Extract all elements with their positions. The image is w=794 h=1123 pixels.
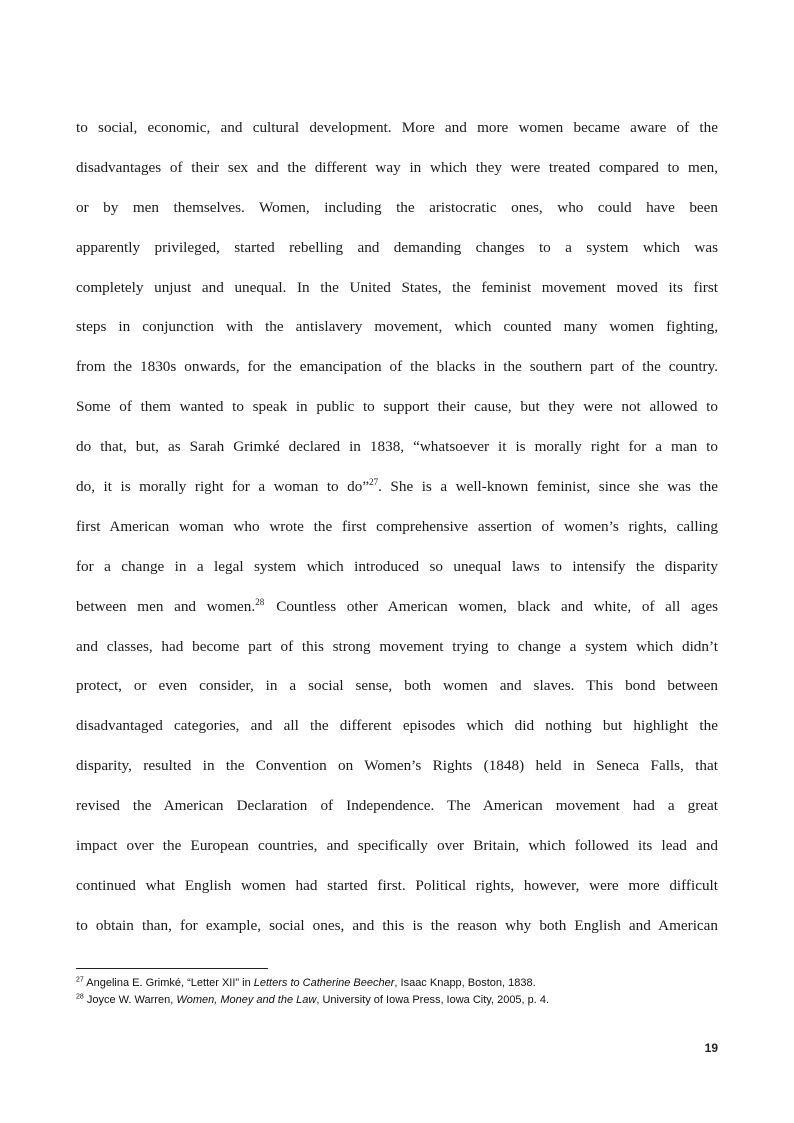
footnote-ref-28[interactable]: 28 (255, 596, 265, 607)
footnote-text: , Isaac Knapp, Boston, 1838. (394, 977, 536, 989)
text-line: steps in conjunction with the antislavery movement, which counted many women fighting, (76, 318, 718, 336)
text-line: disparity, resulted in the Convention on Women’s Rights (1848) held in Seneca Falls, that (76, 757, 718, 775)
text-line: to social, economic, and cultural development. More and more women became aware of the (76, 119, 718, 136)
text-line: disadvantages of their sex and the different way in which they were treated compared to men, (76, 158, 718, 176)
text-line: completely unjust and unequal. In the United States, the feminist movement moved its first (76, 278, 718, 296)
text-line: revised the American Declaration of Independence. The American movement had a great (76, 797, 718, 815)
footnote-title: Women, Money and the Law (176, 994, 317, 1006)
text-line: and classes, had become part of this strong movement trying to change a system which didn’t (76, 637, 718, 655)
text-line: disadvantaged categories, and all the different episodes which did nothing but highlight the (76, 717, 718, 735)
footnotes (76, 975, 718, 1009)
footnote-number: 27 (76, 976, 84, 984)
footnote-number: 28 (76, 993, 84, 1001)
text-line: or by men themselves. Women, including the aristocratic ones, who could have been (76, 198, 718, 216)
footnote-separator (76, 968, 268, 969)
text-segment: between men and women. (76, 597, 256, 615)
footnote-text: Angelina E. Grimké, “Letter XII” in (86, 977, 254, 989)
text-segment: Countless other American women, black and white, of all ages (276, 597, 718, 615)
text-segment: . She is a well-known feminist, since she was the (378, 478, 718, 496)
body-text (76, 108, 718, 946)
footnote-27 (76, 975, 718, 992)
footnote-text: Joyce W. Warren, (86, 994, 177, 1006)
footnote-28 (76, 992, 718, 1009)
text-line-with-footnote-ref (76, 467, 718, 507)
footnote-title: Letters to Catherine Beecher (253, 977, 395, 989)
footnote-text: , University of Iowa Press, Iowa City, 2005, p. 4. (316, 994, 550, 1006)
text-line: protect, or even consider, in a social sense, both women and slaves. This bond between (76, 677, 718, 695)
text-line: do that, but, as Sarah Grimké declared in 1838, “whatsoever it is morally right for a man to (76, 438, 718, 456)
text-line: for a change in a legal system which introduced so unequal laws to intensify the disparity (76, 557, 718, 575)
text-segment: do, it is morally right for a woman to do” (76, 478, 370, 496)
text-line: Some of them wanted to speak in public to support their cause, but they were not allowed to (76, 398, 718, 416)
text-line: apparently privileged, started rebelling and demanding changes to a system which was (76, 238, 718, 256)
text-line: to obtain than, for example, social ones, and this is the reason why both English and American (76, 916, 718, 934)
text-line: first American woman who wrote the first comprehensive assertion of women’s rights, calling (76, 517, 718, 535)
text-line: from the 1830s onwards, for the emancipation of the blacks in the southern part of the country. (76, 358, 718, 376)
text-line-with-footnote-ref (76, 587, 718, 627)
text-line: continued what English women had started first. Political rights, however, were more difficult (76, 876, 718, 894)
footnote-ref-27[interactable]: 27 (369, 476, 379, 487)
text-line: impact over the European countries, and specifically over Britain, which followed its lead and (76, 837, 718, 855)
page-number: 19 (704, 1041, 718, 1055)
